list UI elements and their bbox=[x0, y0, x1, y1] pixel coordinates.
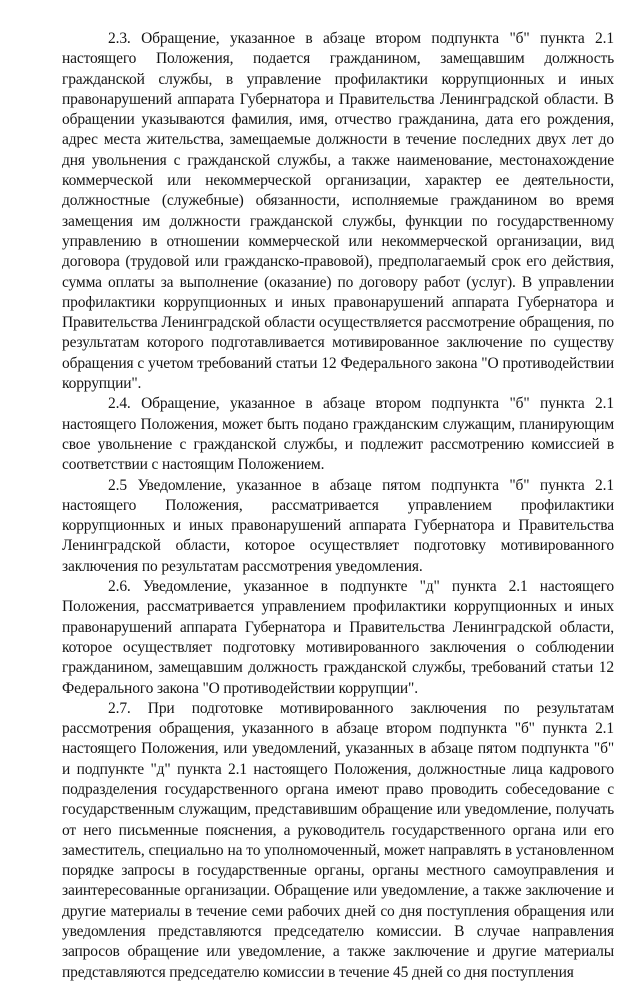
paragraph-2-3: 2.3. Обращение, указанное в абзаце втором подпункта "б" пункта 2.1 настоящего Положения, подается гражданином, замещавшим должность гражданской службы, в управление профилактики коррупционных и иных правонарушений аппарата Губернатора и Правительства Ленинградской области. В обращении указываются фамилия, имя, отчество гражданина, дата его рождения, адрес места жительства, замещаемые должности в течение последних двух лет до дня увольнения с гражданской службы, а также наименование, местонахождение коммерческой или некоммерческой организации, характер ее деятельности, должностные (служебные) обязанности, исполняемые гражданином во время замещения им должности гражданской службы, функции по государственному управлению в отношении коммерческой или некоммерческой организации, вид договора (трудовой или гражданско-правовой), предполагаемый срок его действия, сумма оплаты за выполнение (оказание) по договору работ (услуг). В управлении профилактики коррупционных и иных правонарушений аппарата Губернатора и Правительства Ленинградской области осуществляется рассмотрение обращения, по результатам которого подготавливается мотивированное заключение по существу обращения с учетом требований статьи 12 Федерального закона "О противодействии коррупции". bbox=[62, 30, 614, 393]
paragraph-2-5: 2.5 Уведомление, указанное в абзаце пятом подпункта "б" пункта 2.1 настоящего Положения, рассматривается управлением профилактики коррупционных и иных правонарушений аппарата Губернатора и Правительства Ленинградской области, которое осуществляет подготовку мотивированного заключения по результатам рассмотрения уведомления. bbox=[62, 476, 614, 575]
paragraph-2-7: 2.7. При подготовке мотивированного заключения по результатам рассмотрения обращения, указанного в абзаце втором подпункта "б" пункта 2.1 настоящего Положения, или уведомлений, указанных в абзаце пятом подпункта "б" и подпункте "д" пункта 2.1 настоящего Положения, должностные лица кадрового подразделения государственного органа имеют право проводить собеседование с государственным служащим, представившим обращение или уведомление, получать от него письменные пояснения, а руководитель государственного органа или его заместитель, специально на то уполномоченный, может направлять в установленном порядке запросы в государственные органы, органы местного самоуправления и заинтересованные организации. Обращение или уведомление, а также заключение и другие материалы в течение семи рабочих дней со дня поступления обращения или уведомления представляются председателю комиссии. В случае направления запросов обращение или уведомление, а также заключение и другие материалы представляются председателю комиссии в течение 45 дней со дня поступления bbox=[62, 699, 614, 981]
paragraph-2-4: 2.4. Обращение, указанное в абзаце втором подпункта "б" пункта 2.1 настоящего Положения, может быть подано гражданским служащим, планирующим свое увольнение с гражданской службы, и подлежит рассмотрению комиссией в соответствии с настоящим Положением. bbox=[62, 395, 614, 474]
document-page bbox=[62, 29, 614, 983]
paragraph-2-6: 2.6. Уведомление, указанное в подпункте "д" пункта 2.1 настоящего Положения, рассматривается управлением профилактики коррупционных и иных правонарушений аппарата Губернатора и Правительства Ленинградской области, которое осуществляет подготовку мотивированного заключения о соблюдении гражданином, замещавшим должность гражданской службы, требований статьи 12 Федерального закона "О противодействии коррупции". bbox=[62, 578, 614, 697]
